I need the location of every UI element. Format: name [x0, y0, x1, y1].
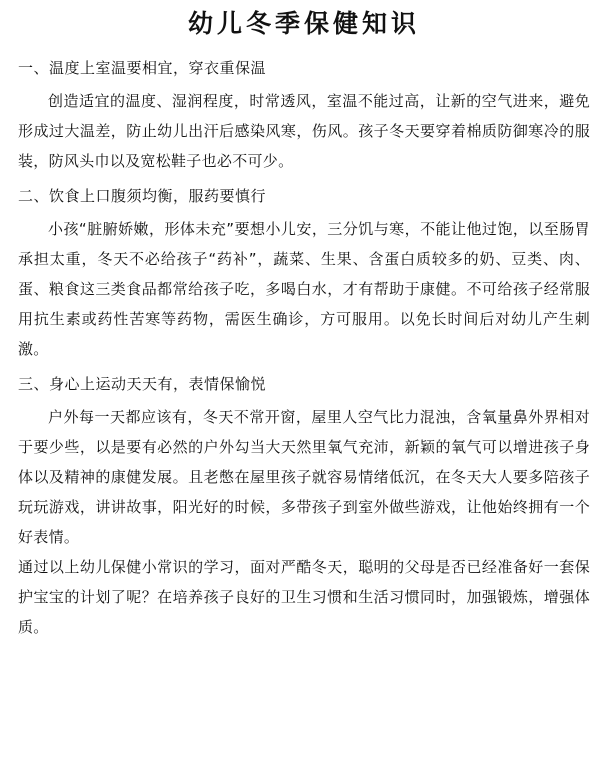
section-heading: 一、温度上室温要相宜，穿衣重保温 [18, 59, 267, 77]
section-body: 创造适宜的温度、湿润程度，时常透风，室温不能过高，让新的空气进来，避免形成过大温差，防止幼儿出汗后感染风寒，伤风。孩子冬天要穿着棉质防御寒冷的服装，防风头巾以及宽松鞋子也必不可少。 [18, 92, 590, 170]
section-3 [18, 372, 590, 552]
conclusion-paragraph: 通过以上幼儿保健小常识的学习，面对严酷冬天，聪明的父母是否已经准备好一套保护宝宝的计划了呢？在培养孩子良好的卫生习惯和生活习惯同时，加强锻炼，增强体质。 [18, 558, 590, 636]
document-title: 幼儿冬季保健知识 [187, 9, 420, 38]
section-2 [18, 184, 590, 364]
section-1 [18, 56, 590, 176]
section-body: 户外每一天都应该有，冬天不常开窗，屋里人空气比力混浊，含氧量鼻外界相对于要少些，以是要有必然的户外勾当大天然里氧气充沛，新颖的氧气可以增进孩子身体以及精神的康健发展。且老憋在屋里孩子就容易情绪低沉，在冬天大人要多陪孩子玩玩游戏，讲讲故事，阳光好的时候，多带孩子到室外做些游戏，让他始终拥有一个好表情。 [18, 408, 590, 546]
section-body: 小孩“脏腑娇嫩，形体未充”要想小儿安，三分饥与寒，不能让他过饱，以至肠胃承担太重，冬天不必给孩子“药补”，蔬菜、生果、含蛋白质较多的奶、豆类、肉、蛋、粮食这三类食品都常给孩子吃，多喝白水，才有帮助于康健。不可给孩子经常服用抗生素或药性苦寒等药物，需医生确诊，方可服用。以免长时间后对幼儿产生刺激。 [18, 220, 590, 358]
section-heading: 二、饮食上口腹须均衡，服药要慎行 [18, 187, 267, 205]
section-heading: 三、身心上运动天天有，表情保愉悦 [18, 375, 267, 393]
